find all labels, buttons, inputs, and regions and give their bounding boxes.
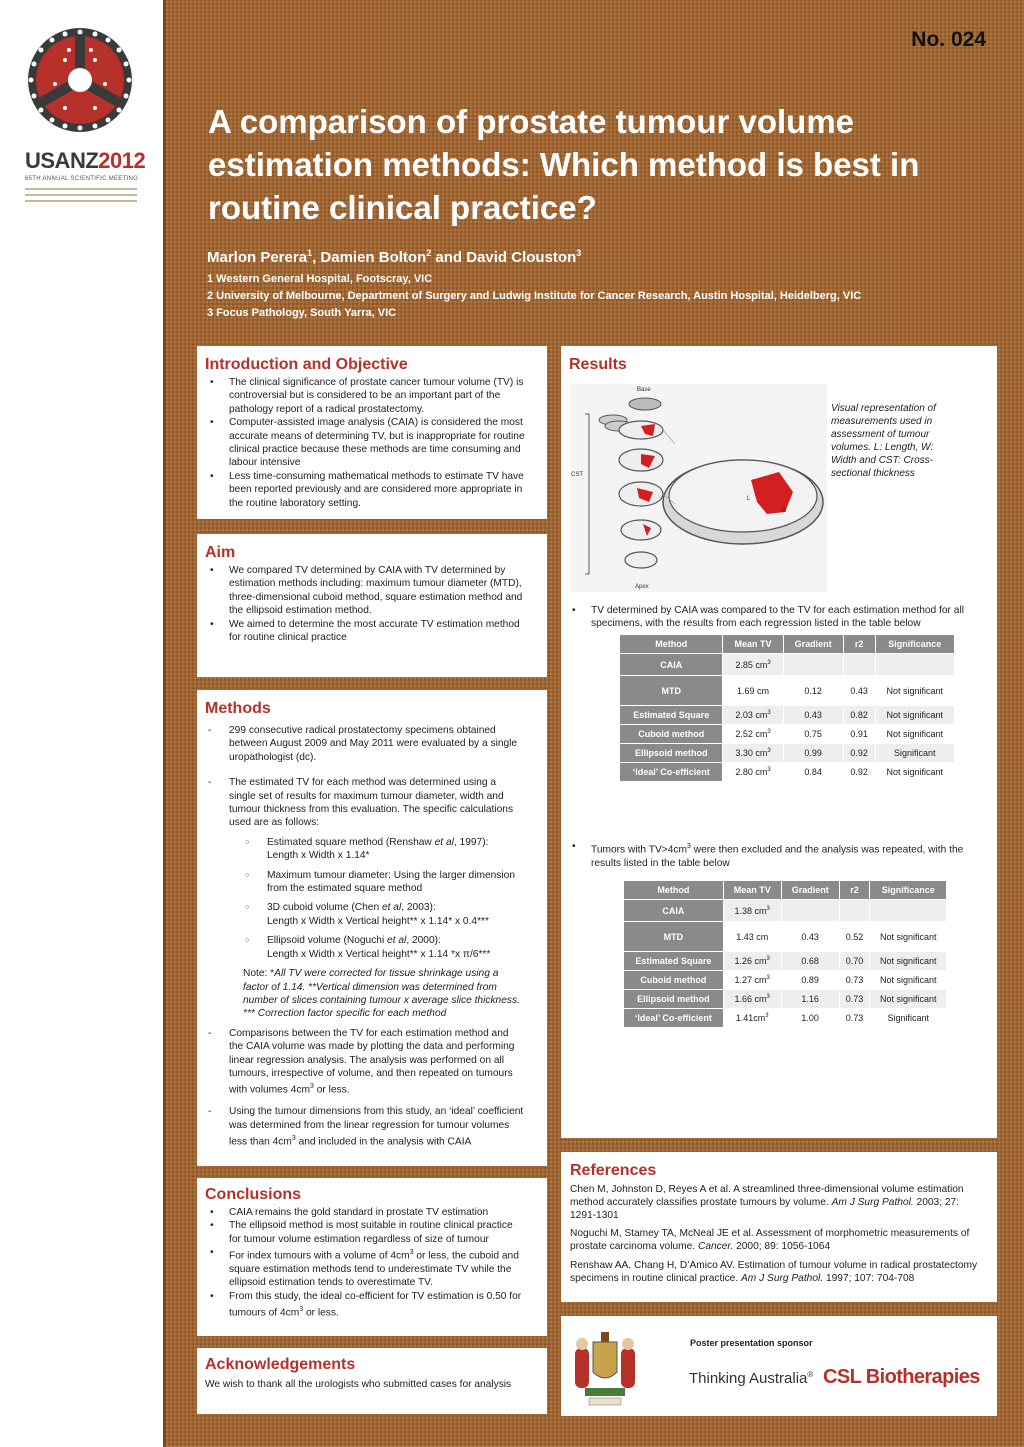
usanz-logo-emblem [25,20,135,140]
column-header: r2 [843,635,875,654]
base-label: Base [637,387,651,393]
table-row: Ellipsoid method 1.66 $cm^3$ 1.16 0.73 Not significant [624,990,947,1009]
acknowledgements-text: We wish to thank all the urologists who submitted cases for analysis [205,1379,512,1390]
section-heading: Acknowledgements [205,1356,356,1373]
results-table-all [619,634,955,782]
reference-item: Noguchi M, Stamey TA, McNeal JE et al. Assessment of morphometric measurements of prostate carcinoma volume. Cancer. 2000; 89: 1056-1064 [570,1228,970,1253]
table-row: Cuboid method 2.52 $cm^3$ 0.75 0.91 Not significant [620,725,955,744]
list-item: • CAIA remains the gold standard in prostate TV estimation [205,1206,525,1219]
column-header: Significance [875,635,954,654]
reference-item: Chen M, Johnston D, Reyes A et al. A streamlined three-dimensional volume estimation method accurately classifies prostate tumours by volume. Am J Surg Pathol. 2003; 27: 1291-1301 [570,1184,964,1221]
list-item: - Using the tumour dimensions from this study, an ‘ideal’ coefficient was determined from the linear regression for tumour volumes less than $4cm^3$ and included in the analysis with CAIA [205,1105,525,1149]
table-row: MTD 1.43 cm 0.43 0.52 Not significant [624,922,947,952]
table-row: CAIA 2.85 $cm^3$ [620,654,955,676]
table-row: CAIA 1.38 $cm^3$ [624,900,947,922]
column-header: Significance [870,881,947,900]
affiliation-3: 3 Focus Pathology, South Yarra, VIC [207,307,397,319]
results-bullet: • Tumors with $TV>4cm^3$ were then excluded and the analysis was repeated, with the results listed in the table below [567,840,987,870]
length-label: L [747,496,751,502]
cst-label: CST [571,472,583,478]
conclusions-section [197,1178,547,1336]
section-heading: Methods [205,700,271,717]
list-item: - The estimated TV for each method was determined using a single set of results for maximum tumour diameter, width and tumour thickness from this evaluation. The specific calculations used are as follows: [205,776,525,830]
section-heading: Conclusions [205,1186,302,1203]
column-header: Mean TV [723,635,783,654]
reference-item: Renshaw AA, Chang H, D’Amico AV. Estimation of tumour volume in radical prostatectomy specimens in routine clinical practice. Am J Surg Pathol. 1997; 107: 704-708 [570,1259,978,1284]
table-row: Estimated Square 1.26 $cm^3$ 0.68 0.70 Not significant [624,952,947,971]
section-heading: References [570,1162,657,1179]
list-item: • Computer-assisted image analysis (CAIA) is considered the most accurate means of determining TV, but is inappropriate for routine clinical practice because these methods are time consuming and labour intensive [205,416,525,470]
meeting-subtitle: 65TH ANNUAL SCIENTIFIC MEETING [25,176,139,182]
affiliation-2: 2 University of Melbourne, Department of Surgery and Ludwig Institute for Cancer Research, Austin Hospital, Heidelberg, VIC [207,290,862,302]
sponsor-tagline: Thinking Australia® [689,1370,814,1387]
method-formula: ○ Maximum tumour diameter: Using the larger dimension from the estimated square method [243,869,535,896]
method-formula: ○ Ellipsoid volume (Noguchi et al, 2000): Length x Width x Vertical height** x 1.14 *x π/6*** [243,934,535,961]
methods-note: Note: *All TV were corrected for tissue shrinkage using a factor of 1.14. **Vertical dimension was determined from number of slices containing tumour x average slice thickness. *** Correction factor specific for each method [243,968,520,1020]
results-section [561,346,997,1138]
section-heading: Aim [205,544,236,561]
list-item: • For index tumours with a volume of $4cm^3$ or less, the cuboid and square estimation methods tend to underestimate TV while the ellipsoid estimation tends to overestimate TV. [205,1246,525,1290]
table-row: MTD 1.69 cm 0.12 0.43 Not significant [620,676,955,706]
column-header: Method [624,881,724,900]
poster-number: No. 024 [911,28,986,51]
methods-section [197,690,547,1166]
decorative-line [25,200,137,202]
column-header: Mean TV [723,881,781,900]
width-label: W [781,508,787,514]
results-bullet: • TV determined by CAIA was compared to the TV for each estimation method for all specimens, with the results from each regression listed in the table below [567,604,987,631]
section-heading: Introduction and Objective [205,356,408,373]
usanz-logo-text: USANZ2012 [25,148,146,173]
section-heading: Results [569,356,627,373]
decorative-line [25,188,137,190]
figure-caption: Visual representation of measurements used in assessment of tumour volumes. L: Length, W: Width and CST: Cross-sectional thickness [831,403,936,479]
table-row: ‘Ideal’ Co-efficient $1.41cm^3$ 1.00 0.73 Significant [624,1009,947,1028]
left-sidebar [0,0,163,1447]
decorative-line [25,194,137,196]
sponsor-section [561,1316,997,1416]
list-item: • We aimed to determine the most accurate TV estimation method for routine clinical practice [205,618,525,645]
table-row: Estimated Square 2.03 $cm^3$ 0.43 0.82 Not significant [620,706,955,725]
affiliation-1: 1 Western General Hospital, Footscray, VIC [207,273,433,285]
prostate-slices-figure [571,384,827,592]
column-header: Method [620,635,723,654]
column-header: Gradient [783,635,843,654]
author-list: Marlon Perera$^1$, Damien Bolton$^2$ and David Clouston$^3$ [207,248,582,266]
list-item: • From this study, the ideal co-efficient for TV estimation is 0.50 for tumours of $4cm^3$ or less. [205,1290,525,1320]
list-item: • The ellipsoid method is most suitable in routine clinical practice for tumour volume estimation regardless of size of tumour [205,1219,525,1246]
aim-section [197,534,547,677]
list-item: • The clinical significance of prostate cancer tumour volume (TV) is controversial but is considered to be an important part of the pathology report of a radical prostatectomy. [205,376,525,416]
list-item: • Less time-consuming mathematical methods to estimate TV have been reported previously and are considered more appropriate in the routine laboratory setting. [205,470,525,510]
table-row: ‘Ideal’ Co-efficient 2.80 $cm^3$ 0.84 0.92 Not significant [620,763,955,782]
poster-title: A comparison of prostate tumour volume estimation methods: Which method is best in routine clinical practice? [208,103,920,226]
list-item: - Comparisons between the TV for each estimation method and the CAIA volume was made by plotting the data and performing linear regression analysis. The analysis was performed on all tumours, irrespective of volume, and then repeated on tumours with volumes $4cm^3$ or less. [205,1027,525,1097]
method-formula: ○ 3D cuboid volume (Chen et al, 2003): Length x Width x Vertical height** x 1.14* x 0.4*** [243,901,535,928]
method-formula: ○ Estimated square method (Renshaw et al, 1997): Length x Width x 1.14* [243,836,535,863]
introduction-section [197,346,547,519]
list-item: • We compared TV determined by CAIA with TV determined by estimation methods including: maximum tumour diameter (MTD), three-dimensional cuboid method, square estimation method and the ellipsoid estimation method. [205,564,525,618]
column-header: r2 [839,881,870,900]
coat-of-arms-icon [571,1324,639,1410]
apex-label: Apex [635,584,649,590]
column-header: Gradient [781,881,839,900]
references-section [561,1152,997,1302]
table-row: Ellipsoid method 3.30 $cm^3$ 0.99 0.92 Significant [620,744,955,763]
table-row: Cuboid method 1.27 $cm^3$ 0.89 0.73 Not significant [624,971,947,990]
list-item: - 299 consecutive radical prostatectomy specimens obtained between August 2009 and May 2011 were evaluated by a single uropathologist (dc). [205,724,525,764]
acknowledgements-section [197,1348,547,1414]
sponsor-logo: CSL Biotherapies [823,1366,980,1388]
sponsor-label: Poster presentation sponsor [690,1338,813,1348]
results-table-small [623,880,947,1028]
